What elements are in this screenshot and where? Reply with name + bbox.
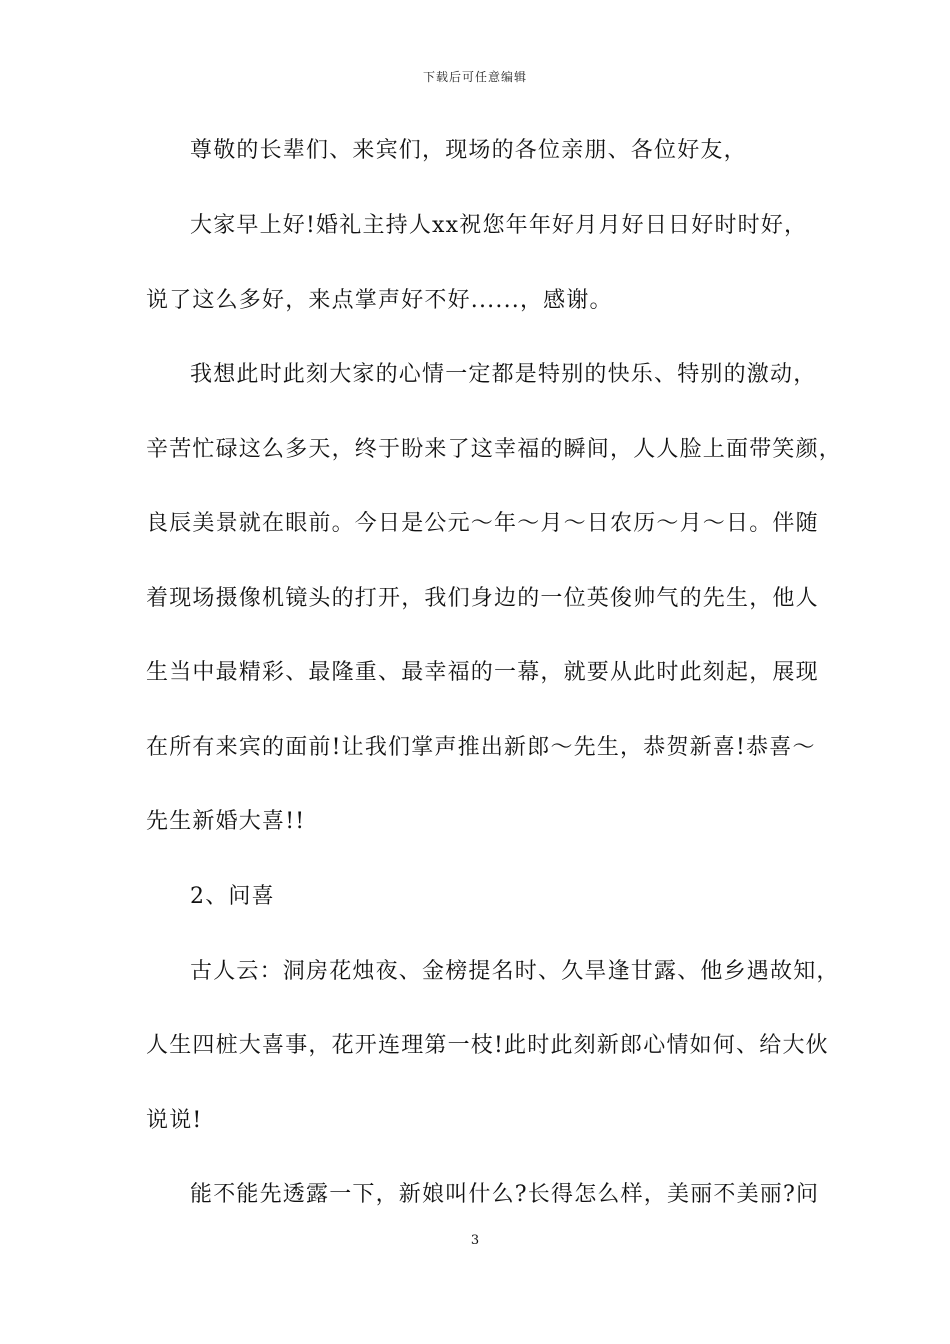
paragraph-line: 说说! [146, 1108, 203, 1133]
paragraph-line: 人生四桩大喜事，花开连理第一枝!此时此刻新郎心情如何、给大伙 [146, 1033, 829, 1058]
paragraph-line: 良辰美景就在眼前。今日是公元～年～月～日农历～月～日。伴随 [146, 511, 819, 536]
paragraph-line: 辛苦忙碌这么多天，终于盼来了这幸福的瞬间，人人脸上面带笑颜， [146, 437, 843, 462]
section-heading: 2、问喜 [190, 884, 275, 909]
paragraph-line: 生当中最精彩、最隆重、最幸福的一幕，就要从此时此刻起，展现 [146, 660, 819, 685]
paragraph-line: 大家早上好!婚礼主持人xx祝您年年好月月好日日好时时好， [190, 213, 808, 238]
paragraph-line: 尊敬的长辈们、来宾们，现场的各位亲朋、各位好友， [190, 138, 747, 163]
paragraph-line: 能不能先透露一下，新娘叫什么?长得怎么样，美丽不美丽?问 [190, 1182, 820, 1207]
paragraph-line: 我想此时此刻大家的心情一定都是特别的快乐、特别的激动， [190, 362, 817, 387]
paragraph-line: 在所有来宾的面前!让我们掌声推出新郎～先生，恭贺新喜!恭喜～ [146, 735, 816, 760]
page-number: 3 [470, 1233, 480, 1248]
page-header: 下载后可任意编辑 [422, 70, 527, 84]
paragraph-line: 古人云：洞房花烛夜、金榜提名时、久旱逢甘露、他乡遇故知， [190, 959, 840, 984]
paragraph-line: 先生新婚大喜!! [146, 809, 306, 834]
paragraph-line: 说了这么多好，来点掌声好不好......，感谢。 [146, 288, 613, 313]
paragraph-line: 着现场摄像机镜头的打开，我们身边的一位英俊帅气的先生，他人 [146, 586, 819, 611]
